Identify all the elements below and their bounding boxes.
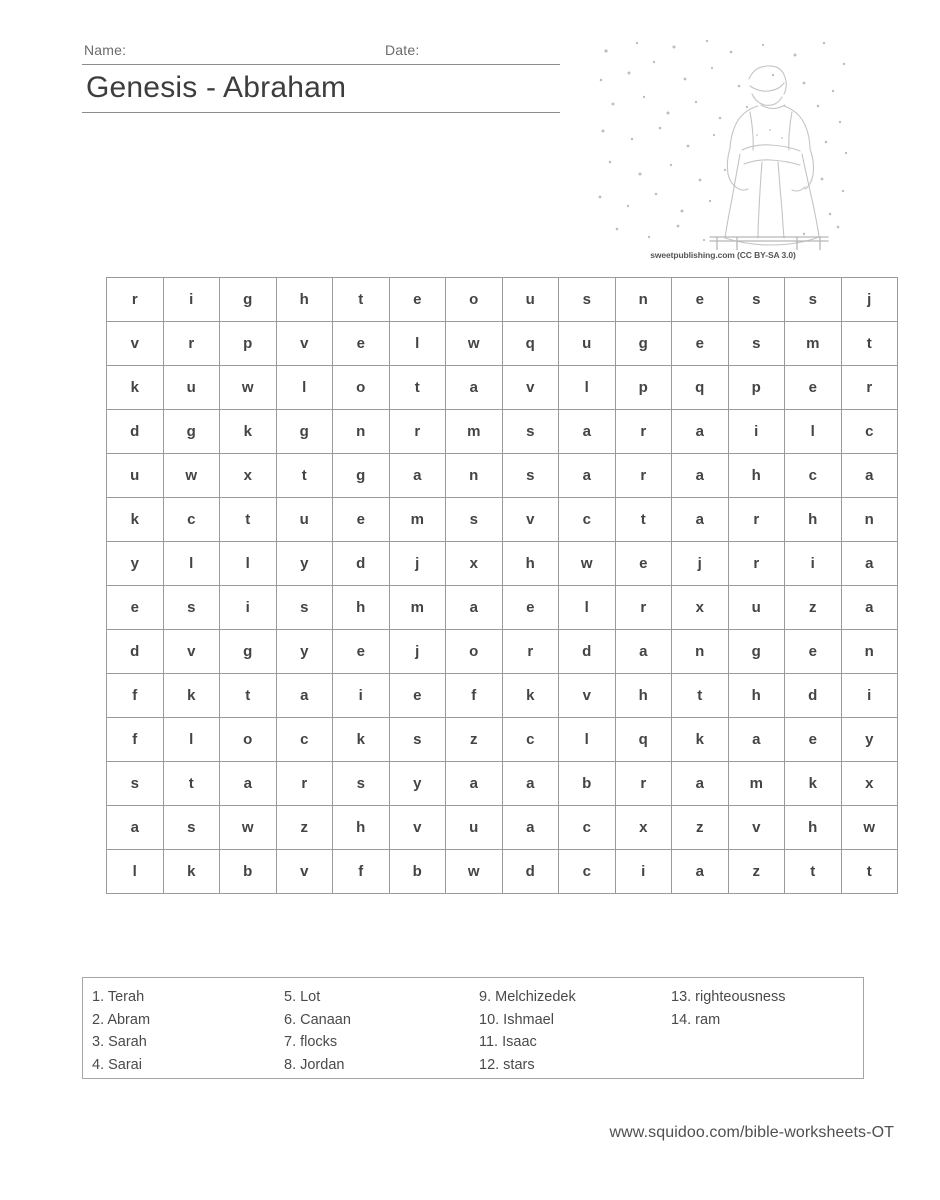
- grid-cell[interactable]: v: [107, 322, 164, 366]
- grid-cell[interactable]: h: [333, 806, 390, 850]
- grid-cell[interactable]: z: [785, 586, 842, 630]
- grid-cell[interactable]: c: [559, 850, 616, 894]
- grid-cell[interactable]: j: [389, 542, 446, 586]
- word-list-item: 5. Lot: [284, 989, 321, 1005]
- grid-cell[interactable]: e: [389, 674, 446, 718]
- grid-cell[interactable]: q: [672, 366, 729, 410]
- grid-cell[interactable]: a: [672, 850, 729, 894]
- grid-cell[interactable]: a: [502, 806, 559, 850]
- word-list-item: 4. Sarai: [92, 1056, 142, 1073]
- grid-cell[interactable]: d: [559, 630, 616, 674]
- grid-cell[interactable]: i: [615, 850, 672, 894]
- word-list-item: 12. stars: [479, 1056, 535, 1073]
- grid-cell[interactable]: z: [728, 850, 785, 894]
- grid-cell[interactable]: s: [107, 762, 164, 806]
- grid-cell[interactable]: m: [728, 762, 785, 806]
- grid-row: [107, 806, 898, 850]
- grid-cell[interactable]: w: [446, 850, 503, 894]
- grid-cell[interactable]: a: [502, 762, 559, 806]
- grid-cell[interactable]: a: [672, 410, 729, 454]
- word-list-box: [82, 977, 864, 1079]
- grid-cell[interactable]: l: [559, 366, 616, 410]
- grid-cell[interactable]: n: [615, 278, 672, 322]
- grid-cell[interactable]: r: [728, 542, 785, 586]
- grid-cell[interactable]: x: [220, 454, 277, 498]
- grid-cell[interactable]: p: [728, 366, 785, 410]
- grid-cell[interactable]: f: [107, 718, 164, 762]
- grid-cell[interactable]: e: [785, 366, 842, 410]
- grid-cell[interactable]: v: [276, 322, 333, 366]
- grid-row: [107, 630, 898, 674]
- grid-row: [107, 278, 898, 322]
- grid-cell[interactable]: a: [672, 762, 729, 806]
- grid-cell[interactable]: z: [672, 806, 729, 850]
- grid-cell[interactable]: u: [446, 806, 503, 850]
- grid-cell[interactable]: i: [163, 278, 220, 322]
- grid-cell[interactable]: r: [841, 366, 898, 410]
- grid-cell[interactable]: y: [841, 718, 898, 762]
- grid-cell[interactable]: i: [841, 674, 898, 718]
- grid-cell[interactable]: g: [276, 410, 333, 454]
- grid-cell[interactable]: c: [841, 410, 898, 454]
- word-list-item: 14. ram: [671, 1011, 721, 1028]
- grid-cell[interactable]: h: [728, 674, 785, 718]
- grid-cell[interactable]: h: [502, 542, 559, 586]
- word-list-item: 8. Jordan: [284, 1056, 345, 1073]
- worksheet-header: [82, 42, 560, 113]
- word-list-column: [479, 986, 576, 1076]
- grid-cell[interactable]: e: [502, 586, 559, 630]
- grid-row: [107, 454, 898, 498]
- grid-cell[interactable]: r: [389, 410, 446, 454]
- grid-cell[interactable]: l: [559, 718, 616, 762]
- grid-cell[interactable]: b: [559, 762, 616, 806]
- grid-row: [107, 542, 898, 586]
- grid-cell[interactable]: o: [446, 630, 503, 674]
- name-label: Name:: [84, 42, 127, 58]
- grid-row: [107, 850, 898, 894]
- grid-cell[interactable]: h: [728, 454, 785, 498]
- name-date-row: [82, 42, 560, 64]
- grid-cell[interactable]: k: [333, 718, 390, 762]
- grid-row: [107, 410, 898, 454]
- grid-cell[interactable]: n: [446, 454, 503, 498]
- grid-cell[interactable]: z: [446, 718, 503, 762]
- grid-row: [107, 762, 898, 806]
- grid-cell[interactable]: v: [728, 806, 785, 850]
- grid-cell[interactable]: s: [502, 454, 559, 498]
- grid-cell[interactable]: r: [615, 762, 672, 806]
- grid-cell[interactable]: v: [502, 498, 559, 542]
- grid-cell[interactable]: p: [615, 366, 672, 410]
- grid-cell[interactable]: s: [389, 718, 446, 762]
- grid-cell[interactable]: u: [502, 278, 559, 322]
- grid-cell[interactable]: t: [672, 674, 729, 718]
- grid-cell[interactable]: k: [502, 674, 559, 718]
- grid-cell[interactable]: e: [615, 542, 672, 586]
- grid-cell[interactable]: c: [163, 498, 220, 542]
- grid-cell[interactable]: i: [728, 410, 785, 454]
- grid-cell[interactable]: s: [333, 762, 390, 806]
- grid-cell[interactable]: a: [841, 586, 898, 630]
- grid-cell[interactable]: j: [389, 630, 446, 674]
- grid-cell[interactable]: e: [389, 278, 446, 322]
- grid-cell[interactable]: g: [163, 410, 220, 454]
- grid-cell[interactable]: j: [672, 542, 729, 586]
- grid-cell[interactable]: a: [446, 586, 503, 630]
- grid-cell[interactable]: a: [276, 674, 333, 718]
- grid-cell[interactable]: a: [446, 762, 503, 806]
- grid-cell[interactable]: e: [107, 586, 164, 630]
- grid-cell[interactable]: e: [672, 322, 729, 366]
- grid-cell[interactable]: l: [559, 586, 616, 630]
- grid-cell[interactable]: e: [672, 278, 729, 322]
- grid-cell[interactable]: u: [728, 586, 785, 630]
- word-search-grid: [106, 277, 898, 894]
- grid-cell[interactable]: a: [841, 542, 898, 586]
- grid-cell[interactable]: t: [389, 366, 446, 410]
- grid-cell[interactable]: r: [107, 278, 164, 322]
- word-list-item: 2. Abram: [92, 1011, 151, 1028]
- grid-cell[interactable]: t: [220, 498, 277, 542]
- grid-cell[interactable]: c: [559, 498, 616, 542]
- grid-cell[interactable]: s: [502, 410, 559, 454]
- grid-cell[interactable]: s: [728, 278, 785, 322]
- grid-cell[interactable]: k: [163, 850, 220, 894]
- grid-cell[interactable]: x: [841, 762, 898, 806]
- grid-row: [107, 718, 898, 762]
- grid-cell[interactable]: s: [446, 498, 503, 542]
- grid-cell[interactable]: n: [333, 410, 390, 454]
- grid-cell[interactable]: r: [615, 410, 672, 454]
- grid-cell[interactable]: r: [276, 762, 333, 806]
- grid-cell[interactable]: e: [785, 630, 842, 674]
- word-list-column: [92, 986, 150, 1076]
- grid-cell[interactable]: o: [220, 718, 277, 762]
- word-list-column: [284, 986, 351, 1076]
- grid-cell[interactable]: d: [107, 410, 164, 454]
- grid-cell[interactable]: k: [785, 762, 842, 806]
- grid-cell[interactable]: l: [389, 322, 446, 366]
- grid-cell[interactable]: o: [333, 366, 390, 410]
- grid-cell[interactable]: n: [841, 498, 898, 542]
- grid-cell[interactable]: w: [841, 806, 898, 850]
- grid-cell[interactable]: y: [276, 630, 333, 674]
- grid-cell[interactable]: c: [559, 806, 616, 850]
- grid-cell[interactable]: u: [276, 498, 333, 542]
- grid-row: [107, 586, 898, 630]
- grid-cell[interactable]: l: [107, 850, 164, 894]
- grid-cell[interactable]: e: [333, 322, 390, 366]
- grid-cell[interactable]: k: [220, 410, 277, 454]
- grid-cell[interactable]: u: [559, 322, 616, 366]
- grid-cell[interactable]: a: [446, 366, 503, 410]
- grid-cell[interactable]: a: [559, 410, 616, 454]
- grid-cell[interactable]: r: [502, 630, 559, 674]
- grid-cell[interactable]: i: [333, 674, 390, 718]
- word-list-item: 1. Terah: [92, 989, 145, 1005]
- grid-cell[interactable]: e: [333, 630, 390, 674]
- word-list-item: 11. Isaac: [479, 1034, 537, 1050]
- grid-cell[interactable]: c: [502, 718, 559, 762]
- grid-cell[interactable]: g: [615, 322, 672, 366]
- grid-cell[interactable]: l: [220, 542, 277, 586]
- grid-cell[interactable]: a: [615, 630, 672, 674]
- grid-cell[interactable]: t: [220, 674, 277, 718]
- grid-cell[interactable]: g: [220, 278, 277, 322]
- word-list-item: 13. righteousness: [671, 989, 786, 1005]
- grid-cell[interactable]: h: [333, 586, 390, 630]
- grid-cell[interactable]: w: [220, 366, 277, 410]
- word-list-column: [671, 986, 785, 1031]
- grid-cell[interactable]: m: [389, 586, 446, 630]
- grid-row: [107, 674, 898, 718]
- grid-cell[interactable]: t: [785, 850, 842, 894]
- grid-cell[interactable]: w: [559, 542, 616, 586]
- grid-row: [107, 322, 898, 366]
- grid-cell[interactable]: q: [502, 322, 559, 366]
- grid-cell[interactable]: y: [276, 542, 333, 586]
- grid-cell[interactable]: u: [163, 366, 220, 410]
- grid-cell[interactable]: g: [728, 630, 785, 674]
- word-list-item: 10. Ishmael: [479, 1011, 554, 1028]
- grid-cell[interactable]: t: [163, 762, 220, 806]
- grid-cell[interactable]: l: [163, 718, 220, 762]
- grid-cell[interactable]: s: [276, 586, 333, 630]
- grid-cell[interactable]: e: [785, 718, 842, 762]
- grid-cell[interactable]: l: [276, 366, 333, 410]
- grid-cell[interactable]: a: [672, 454, 729, 498]
- footer-url: www.squidoo.com/bible-worksheets-OT: [609, 1124, 894, 1141]
- letter-grid-table: [106, 277, 898, 894]
- grid-cell[interactable]: x: [672, 586, 729, 630]
- grid-cell[interactable]: f: [107, 674, 164, 718]
- grid-cell[interactable]: t: [841, 322, 898, 366]
- grid-cell[interactable]: q: [615, 718, 672, 762]
- word-list-item: 9. Melchizedek: [479, 989, 576, 1005]
- grid-cell[interactable]: a: [841, 454, 898, 498]
- grid-cell[interactable]: c: [276, 718, 333, 762]
- grid-cell[interactable]: k: [163, 674, 220, 718]
- grid-cell[interactable]: w: [220, 806, 277, 850]
- grid-cell[interactable]: x: [446, 542, 503, 586]
- grid-cell[interactable]: f: [446, 674, 503, 718]
- grid-cell[interactable]: i: [785, 542, 842, 586]
- grid-cell[interactable]: d: [785, 674, 842, 718]
- word-list-columns: [83, 978, 863, 1078]
- grid-cell[interactable]: m: [446, 410, 503, 454]
- grid-cell[interactable]: n: [841, 630, 898, 674]
- grid-cell[interactable]: s: [163, 806, 220, 850]
- grid-cell[interactable]: i: [220, 586, 277, 630]
- grid-cell[interactable]: r: [615, 586, 672, 630]
- title-rule: [82, 112, 560, 113]
- grid-cell[interactable]: f: [333, 850, 390, 894]
- grid-cell[interactable]: x: [615, 806, 672, 850]
- grid-cell[interactable]: d: [333, 542, 390, 586]
- grid-cell[interactable]: h: [615, 674, 672, 718]
- grid-row: [107, 498, 898, 542]
- grid-cell[interactable]: k: [672, 718, 729, 762]
- grid-cell[interactable]: h: [785, 806, 842, 850]
- grid-cell[interactable]: t: [333, 278, 390, 322]
- grid-cell[interactable]: k: [107, 498, 164, 542]
- grid-cell[interactable]: t: [615, 498, 672, 542]
- grid-cell[interactable]: h: [276, 278, 333, 322]
- grid-cell[interactable]: w: [446, 322, 503, 366]
- grid-cell[interactable]: e: [333, 498, 390, 542]
- date-label: Date:: [385, 42, 420, 58]
- grid-cell[interactable]: a: [728, 718, 785, 762]
- grid-cell[interactable]: m: [785, 322, 842, 366]
- page-title: Genesis - Abraham: [86, 71, 347, 104]
- grid-cell[interactable]: y: [389, 762, 446, 806]
- grid-cell[interactable]: s: [163, 586, 220, 630]
- grid-cell[interactable]: b: [389, 850, 446, 894]
- word-list-item: 3. Sarah: [92, 1034, 147, 1050]
- grid-cell[interactable]: r: [163, 322, 220, 366]
- word-list-item: 6. Canaan: [284, 1011, 351, 1028]
- grid-cell[interactable]: l: [163, 542, 220, 586]
- grid-cell[interactable]: v: [163, 630, 220, 674]
- grid-cell[interactable]: m: [389, 498, 446, 542]
- grid-cell[interactable]: g: [220, 630, 277, 674]
- grid-cell[interactable]: p: [220, 322, 277, 366]
- grid-cell[interactable]: d: [107, 630, 164, 674]
- grid-cell[interactable]: a: [559, 454, 616, 498]
- grid-cell[interactable]: a: [672, 498, 729, 542]
- word-list-item: 7. flocks: [284, 1034, 338, 1050]
- grid-cell[interactable]: a: [220, 762, 277, 806]
- grid-cell[interactable]: y: [107, 542, 164, 586]
- grid-cell[interactable]: o: [446, 278, 503, 322]
- grid-cell[interactable]: a: [389, 454, 446, 498]
- grid-cell[interactable]: d: [502, 850, 559, 894]
- grid-cell[interactable]: r: [728, 498, 785, 542]
- abraham-stars-illustration: [592, 34, 854, 250]
- illustration-caption: sweetpublishing.com (CC BY-SA 3.0): [650, 250, 796, 260]
- grid-cell[interactable]: v: [559, 674, 616, 718]
- grid-cell[interactable]: s: [728, 322, 785, 366]
- grid-cell[interactable]: s: [559, 278, 616, 322]
- grid-cell[interactable]: v: [502, 366, 559, 410]
- grid-cell[interactable]: w: [163, 454, 220, 498]
- grid-cell[interactable]: a: [107, 806, 164, 850]
- grid-cell[interactable]: r: [615, 454, 672, 498]
- grid-row: [107, 366, 898, 410]
- grid-cell[interactable]: b: [220, 850, 277, 894]
- grid-cell[interactable]: t: [841, 850, 898, 894]
- grid-cell[interactable]: z: [276, 806, 333, 850]
- grid-cell[interactable]: c: [785, 454, 842, 498]
- grid-cell[interactable]: v: [276, 850, 333, 894]
- grid-cell[interactable]: u: [107, 454, 164, 498]
- grid-cell[interactable]: s: [785, 278, 842, 322]
- grid-cell[interactable]: g: [333, 454, 390, 498]
- grid-cell[interactable]: k: [107, 366, 164, 410]
- grid-cell[interactable]: n: [672, 630, 729, 674]
- grid-cell[interactable]: h: [785, 498, 842, 542]
- grid-cell[interactable]: t: [276, 454, 333, 498]
- grid-cell[interactable]: v: [389, 806, 446, 850]
- grid-cell[interactable]: j: [841, 278, 898, 322]
- grid-cell[interactable]: l: [785, 410, 842, 454]
